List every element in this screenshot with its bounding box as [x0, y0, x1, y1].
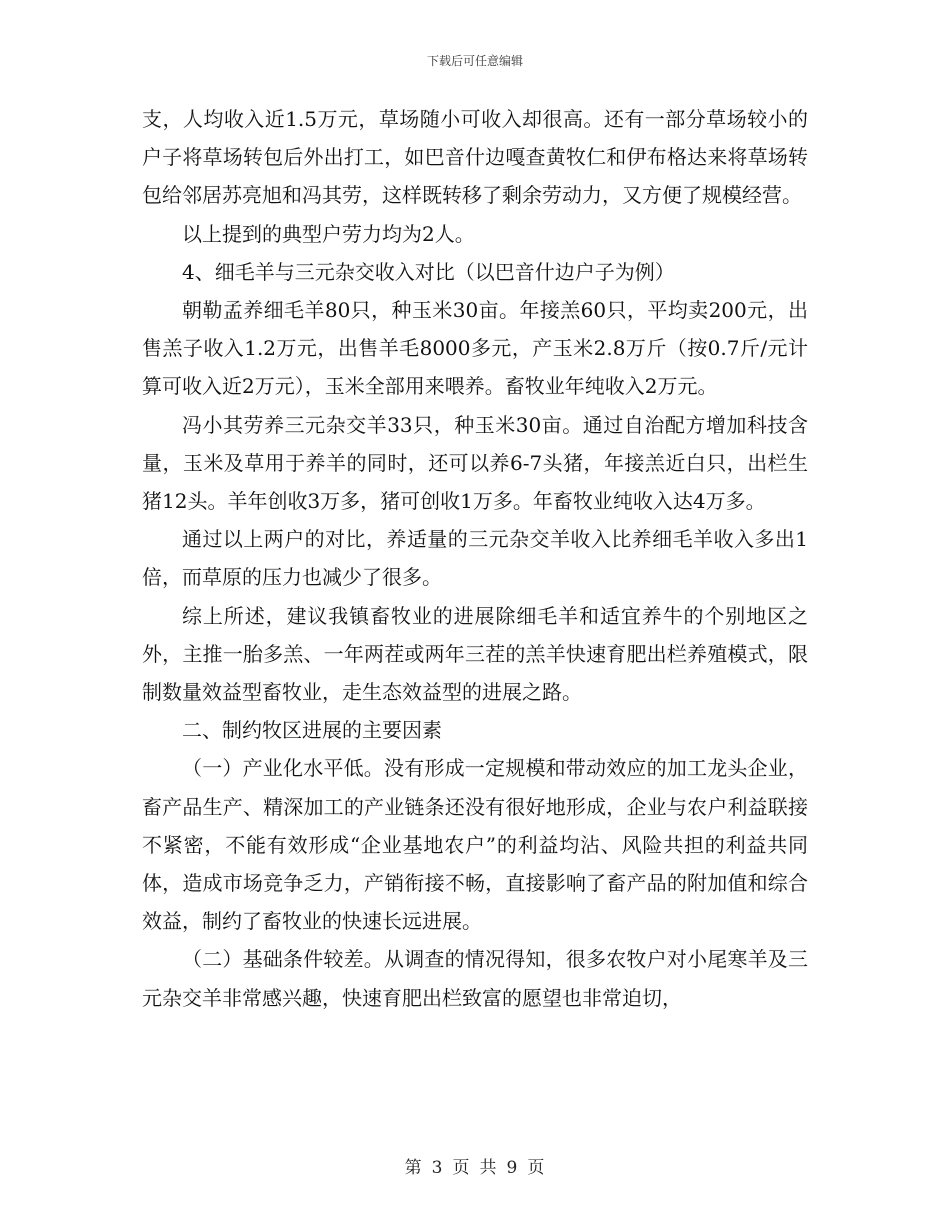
section-heading-income-comparison: 4、细毛羊与三元杂交收入对比（以巴音什边户子为例）	[182, 259, 675, 284]
paragraph-labor-note: 以上提到的典型户劳力均为2人。	[182, 221, 475, 246]
footer-label-total: 共	[479, 1158, 498, 1178]
paragraph-comparison-result: 通过以上两户的对比，养适量的三元杂交羊收入比养细毛羊收入多出1倍，而草原的压力也减少了很多。	[142, 527, 808, 590]
paragraph-case-crossbred: 冯小其劳养三元杂交羊33只，种玉米30亩。通过自治配方增加科技含量，玉米及草用于养羊的同时，还可以养6-7头猪，年接羔近白只，出栏生猪12头。羊年创收3万多，猪可创收1万多。年畜牧业纯收入达4万多。	[142, 412, 808, 514]
page-footer	[0, 1153, 950, 1178]
paragraph-industrialization: （一）产业化水平低。没有形成一定规模和带动效应的加工龙头企业，畜产品生产、精深加工的产业链条还没有很好地形成，企业与农户利益联接不紧密，不能有效形成“企业基地农户”的利益均沾、风险共担的利益共同体，造成市场竞争乏力，产销衔接不畅，直接影响了畜产品的附加值和综合效益，制约了畜牧业的快速长远进展。	[142, 756, 808, 934]
footer-label-page: 第	[404, 1158, 423, 1178]
body-text	[142, 100, 808, 1017]
footer-label-unit-2: 页	[527, 1158, 546, 1178]
page-header: 下载后可任意编辑	[426, 54, 523, 68]
section-heading-constraints: 二、制约牧区进展的主要因素	[182, 718, 442, 743]
paragraph-infrastructure: （二）基础条件较差。从调查的情况得知，很多农牧户对小尾寒羊及三元杂交羊非常感兴趣，快速育肥出栏致富的愿望也非常迫切，	[142, 947, 808, 1010]
paragraph-case-fine-wool: 朝勒孟养细毛羊80只，种玉米30亩。年接羔60只，平均卖200元，出售羔子收入1.2万元，出售羊毛8000多元，产玉米2.8万斤（按0.7斤/元计算可收入近2万元），玉米全部用来喂养。畜牧业年纯收入2万元。	[142, 298, 808, 399]
footer-total-pages: 9	[506, 1158, 519, 1178]
footer-page-number: 3	[431, 1158, 444, 1178]
paragraph-continuation: 支，人均收入近1.5万元，草场随小可收入却很高。还有一部分草场较小的户子将草场转包后外出打工，如巴音什边嘎查黄牧仁和伊布格达来将草场转包给邻居苏亮旭和冯其劳，这样既转移了剩余劳动力，又方便了规模经营。	[142, 107, 808, 208]
footer-label-unit: 页	[452, 1158, 471, 1178]
paragraph-summary: 综上所述，建议我镇畜牧业的进展除细毛羊和适宜养牛的个别地区之外，主推一胎多羔、一年两茬或两年三茬的羔羊快速育肥出栏养殖模式，限制数量效益型畜牧业，走生态效益型的进展之路。	[142, 603, 808, 705]
